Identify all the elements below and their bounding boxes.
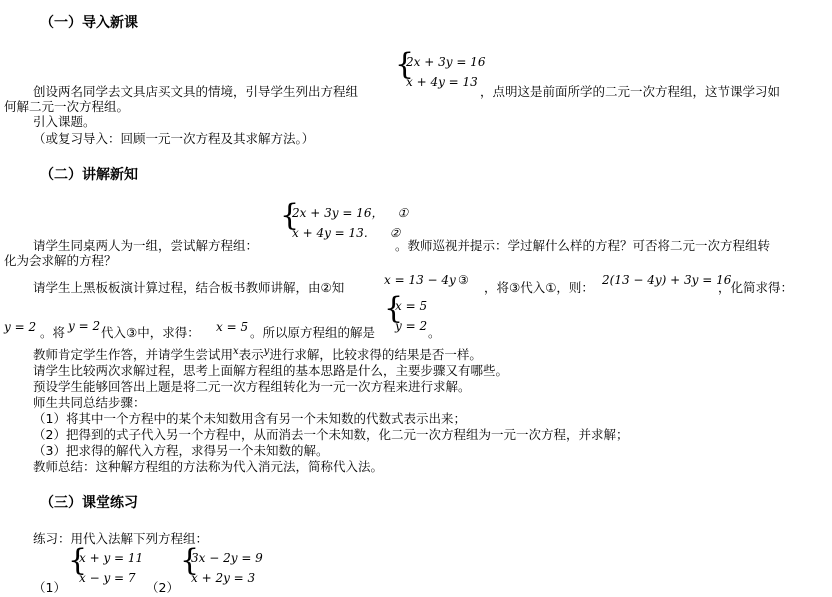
paragraph-text: 化为会求解的方程？ xyxy=(4,253,117,268)
brace-icon: { xyxy=(395,47,415,82)
brace-icon: { xyxy=(384,291,404,326)
brace-icon: { xyxy=(280,198,300,233)
exercise-number: （2） xyxy=(146,580,179,595)
brace-icon: { xyxy=(68,543,88,578)
paragraph-text: 。将 xyxy=(40,325,66,340)
solution-system xyxy=(395,296,427,336)
equation-system xyxy=(406,52,485,92)
paragraph-text: 引入课题。 xyxy=(33,114,96,129)
exercise-number: （1） xyxy=(33,580,66,595)
paragraph-text: 教师肯定学生作答，并请学生尝试用$^x$表示$^y$进行求解，比较求得的结果是否一样。 xyxy=(33,345,482,362)
equation: x + y = 11 xyxy=(79,551,144,565)
paragraph-text: （或复习导入：回顾一元一次方程及其求解方法。） xyxy=(33,131,315,146)
step-item: （1）将其中一个方程中的某个未知数用含有另一个未知数的代数式表示出来； xyxy=(33,411,466,426)
equation: y = 2 xyxy=(4,320,37,334)
paragraph-text: ，化简求得： xyxy=(718,280,794,295)
paragraph-text: 创设两名同学去文具店买文具的情境，引导学生列出方程组 xyxy=(33,84,359,99)
paragraph-text: ，点明这是前面所学的二元一次方程组，这节课学习如 xyxy=(480,84,781,99)
equation-number: ② xyxy=(389,226,401,240)
paragraph-text: 。所以原方程组的解是 xyxy=(250,325,376,340)
step-item: （3）把求得的解代入方程，求得另一个未知数的解。 xyxy=(33,443,329,458)
equation: x = 13 − 4y xyxy=(384,273,456,287)
exercise-system-1 xyxy=(79,548,143,588)
equation: x = 5 xyxy=(216,320,249,334)
section-heading-2: （二）讲解新知 xyxy=(40,167,138,183)
paragraph-text: 教师总结：这种解方程组的方法称为代入消元法，简称代入法。 xyxy=(33,459,384,474)
equation: y = 2 xyxy=(395,319,428,333)
paragraph-text: 预设学生能够回答出上题是将二元一次方程组转化为一元一次方程来进行求解。 xyxy=(33,379,471,394)
equation-number: ① xyxy=(397,206,409,220)
equation: 2x + 3y = 16， xyxy=(292,206,384,220)
section-heading-1: （一）导入新课 xyxy=(40,15,138,31)
equation: x + 2y = 3 xyxy=(191,571,256,585)
equation: 3x − 2y = 9 xyxy=(191,551,263,565)
equation: 2x + 3y = 16 xyxy=(406,55,486,69)
section-heading-3: （三）课堂练习 xyxy=(40,495,138,511)
equation: 2(13 − 4y) + 3y = 16 xyxy=(602,273,732,287)
brace-icon: { xyxy=(180,543,200,578)
paragraph-text: 师生共同总结步骤： xyxy=(33,395,146,410)
paragraph-text: 请学生比较两次求解过程，思考上面解方程组的基本思路是什么，主要步骤又有哪些。 xyxy=(33,363,509,378)
paragraph-text: ，将③代入①，则： xyxy=(484,280,594,295)
paragraph-text: 。 xyxy=(428,325,441,340)
equation: y = 2 xyxy=(68,319,101,333)
paragraph-text: 请学生上黑板板演计算过程，结合板书教师讲解，由②知 xyxy=(33,280,345,295)
equation: x − y = 7 xyxy=(79,571,136,585)
paragraph-text: 何解二元一次方程组。 xyxy=(4,99,130,114)
equation-number: ③ xyxy=(458,273,469,287)
paragraph-text: 代入③中，求得： xyxy=(101,325,200,340)
step-item: （2）把得到的式子代入另一个方程中，从而消去一个未知数，化二元一次方程组为一元一次方程，并求解； xyxy=(33,427,629,442)
exercise-system-2 xyxy=(191,548,263,588)
paragraph-text: 练习：用代入法解下列方程组： xyxy=(33,531,209,546)
paragraph-text: 。教师巡视并提示：学过解什么样的方程？可否将二元一次方程组转 xyxy=(395,238,771,253)
equation-system xyxy=(292,203,408,243)
equation: x + 4y = 13. xyxy=(292,226,368,240)
paragraph-text: 请学生同桌两人为一组，尝试解方程组： xyxy=(33,238,259,253)
equation: x + 4y = 13 xyxy=(406,75,478,89)
equation: x = 5 xyxy=(395,299,428,313)
